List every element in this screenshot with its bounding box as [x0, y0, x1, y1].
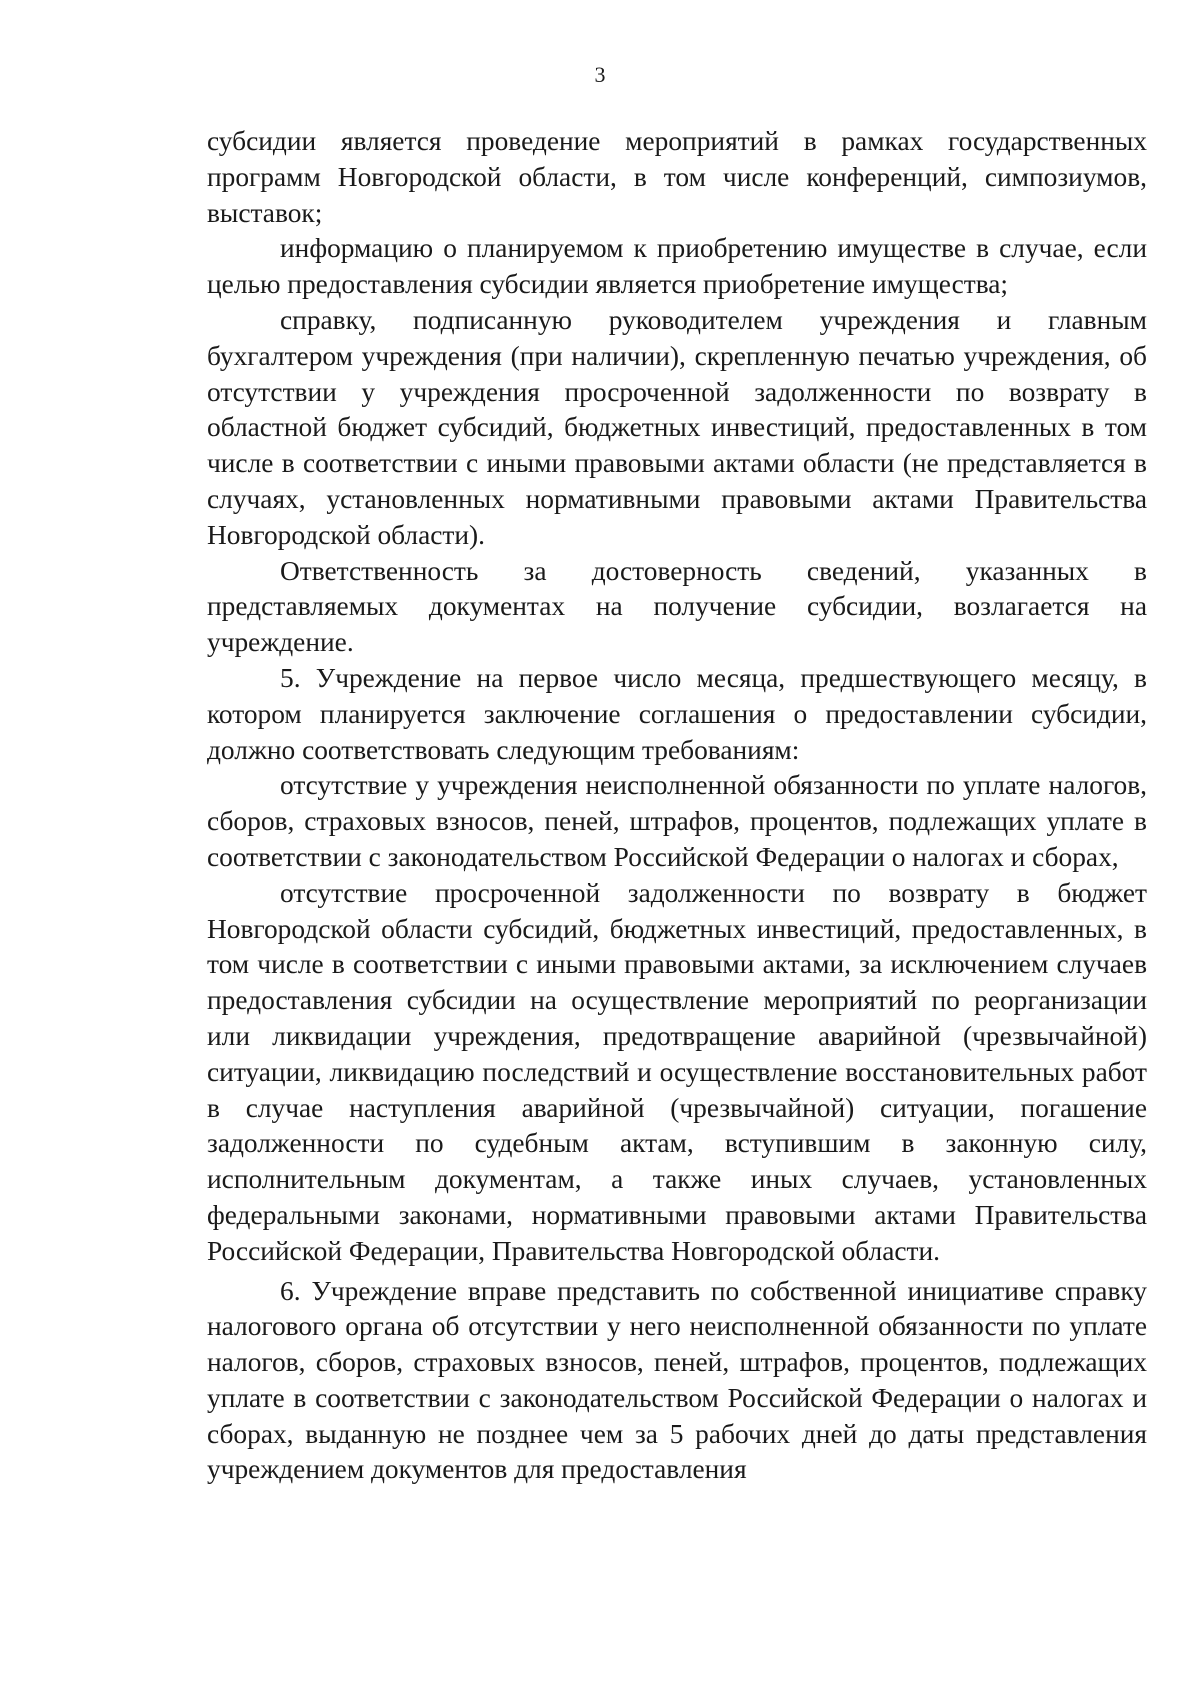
paragraph-item-6: 6. Учреждение вправе представить по собственной инициативе справку налогового органа об отсутствии у него неисполненной обязанности по уплате налогов, сборов, страховых взносов, пеней, штрафов, процентов, подлежащих уплате в соответствии с законодательством Российской Федерации о налогах и сборах, выданную не позднее чем за 5 рабочих дней до даты представления учреждением документов для предоставления: [207, 1275, 1147, 1485]
paragraph-no-overdue-debt: отсутствие просроченной задолженности по возврату в бюджет Новгородской области субсидий, бюджетных инвестиций, предоставленных, в том числе в соответствии с иными правовыми актами, за исключением случаев предоставления субсидии на осуществление мероприятий по реорганизации или ликвидации учреждения, предотвращение аварийной (чрезвычайной) ситуации, ликвидацию последствий и осуществление восстановительных работ в случае наступления аварийной (чрезвычайной) ситуации, погашение задолженности по судебным актам, вступившим в законную силу, исполнительным документам, а также иных случаев, установленных федеральными законами, нормативными правовыми актами Правительства Российской Федерации, Правительства Новгородской области.: [207, 877, 1147, 1266]
paragraph-item-5: 5. Учреждение на первое число месяца, предшествующего месяцу, в котором планируется заключение соглашения о предоставлении субсидии, должно соответствовать следующим требованиям:: [207, 662, 1147, 765]
paragraph-subsidy-events: субсидии является проведение мероприятий в рамках государственных программ Новгородской области, в том числе конференций, симпозиумов, выставок;: [207, 126, 1147, 228]
paragraph-property-info: информацию о планируемом к приобретению имуществе в случае, если целью предоставления субсидии является приобретение имущества;: [207, 233, 1147, 300]
paragraph-no-tax-debt: отсутствие у учреждения неисполненной обязанности по уплате налогов, сборов, страховых взносов, пеней, штрафов, процентов, подлежащих уплате в соответствии с законодательством Российской Федерации о налогах и сборах,: [207, 770, 1147, 872]
paragraph-certificate: справку, подписанную руководителем учреждения и главным бухгалтером учреждения (при наличии), скрепленную печатью учреждения, об отсутствии у учреждения просроченной задолженности по возврату в областной бюджет субсидий, бюджетных инвестиций, предоставленных в том числе в соответствии с иными правовыми актами области (не представляется в случаях, установленных нормативными правовыми актами Правительства Новгородской области).: [207, 304, 1147, 550]
page-number: 3: [594, 62, 606, 87]
paragraph-responsibility: Ответственность за достоверность сведений, указанных в представляемых документах на получение субсидии, возлагается на учреждение.: [207, 555, 1147, 658]
document-body: [207, 124, 1147, 1488]
